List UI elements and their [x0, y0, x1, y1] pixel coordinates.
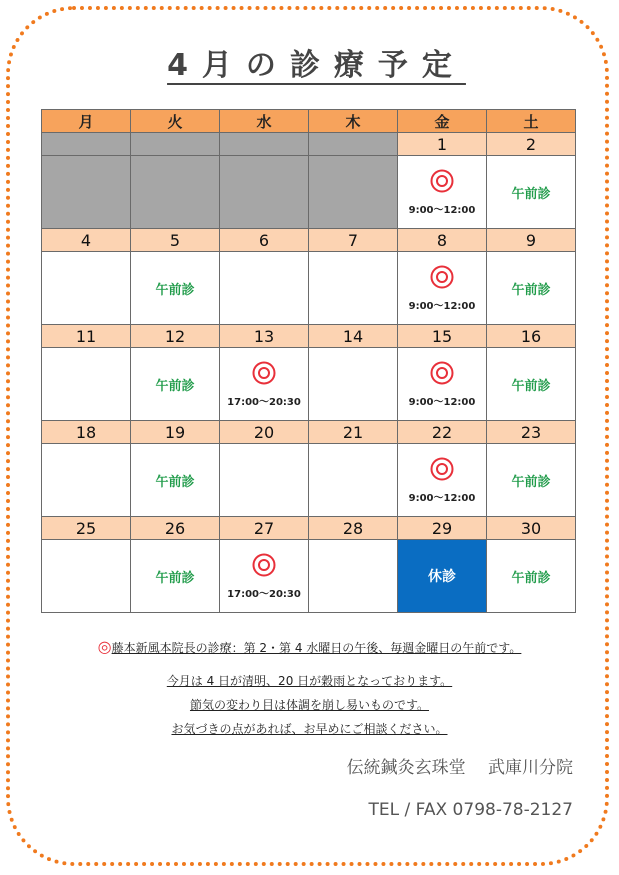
day-cell [487, 540, 576, 613]
double-circle-icon [252, 553, 276, 577]
date-number: 12 [131, 325, 220, 348]
note-line-1-text: 今月は 4 日が清明、20 日が穀雨となっております。 [166, 674, 453, 688]
day-cell [220, 156, 309, 229]
date-number: 4 [42, 229, 131, 252]
date-row [42, 133, 576, 156]
date-row [42, 421, 576, 444]
day-cell [220, 348, 309, 421]
morning-label: 午前診 [155, 570, 195, 586]
day-cell [309, 540, 398, 613]
day-cell [398, 540, 487, 613]
date-number [42, 133, 131, 156]
double-circle-icon [430, 265, 454, 289]
day-cell [309, 252, 398, 325]
day-cell [220, 252, 309, 325]
day-cell [131, 444, 220, 517]
schedule-row [42, 252, 576, 325]
closed-label: 休診 [428, 569, 456, 585]
schedule-row [42, 444, 576, 517]
clinic-contact: TEL / FAX 0798-78-2127 [368, 800, 573, 820]
date-number: 5 [131, 229, 220, 252]
morning-label: 午前診 [511, 186, 551, 202]
morning-label: 午前診 [511, 474, 551, 490]
day-cell [42, 444, 131, 517]
special-hours: 9:00～12:00 [408, 396, 476, 408]
date-number: 6 [220, 229, 309, 252]
weekday-tue: 火 [131, 110, 220, 133]
day-cell [220, 444, 309, 517]
page-title: 4月の診療予定 [167, 48, 466, 83]
day-cell [42, 540, 131, 613]
day-cell [42, 252, 131, 325]
day-cell [309, 156, 398, 229]
date-number: 20 [220, 421, 309, 444]
double-circle-icon [430, 169, 454, 193]
day-cell [398, 348, 487, 421]
day-cell [309, 444, 398, 517]
weekday-thu: 木 [309, 110, 398, 133]
special-hours: 9:00～12:00 [408, 300, 476, 312]
note-line-3 [0, 720, 619, 737]
date-number: 26 [131, 517, 220, 540]
morning-label: 午前診 [511, 282, 551, 298]
weekday-sat: 土 [487, 110, 576, 133]
date-number: 2 [487, 133, 576, 156]
weekday-fri: 金 [398, 110, 487, 133]
date-number: 25 [42, 517, 131, 540]
note-line-3-text: お気づきの点があれば、お早めにご相談ください。 [171, 722, 448, 736]
day-cell [398, 444, 487, 517]
special-hours: 17:00～20:30 [227, 588, 301, 600]
day-cell [487, 444, 576, 517]
date-number: 29 [398, 517, 487, 540]
date-number: 23 [487, 421, 576, 444]
morning-label: 午前診 [155, 378, 195, 394]
director-note [0, 637, 619, 656]
date-number: 7 [309, 229, 398, 252]
date-number [309, 133, 398, 156]
day-cell [487, 252, 576, 325]
day-cell [131, 252, 220, 325]
day-cell [220, 540, 309, 613]
double-circle-icon [430, 457, 454, 481]
note-line-2 [0, 696, 619, 713]
schedule-calendar [41, 109, 576, 613]
date-number: 1 [398, 133, 487, 156]
note-line-2-text: 節気の変わり目は体調を崩し易いものです。 [189, 698, 430, 712]
schedule-row [42, 156, 576, 229]
date-number: 22 [398, 421, 487, 444]
weekday-wed: 水 [220, 110, 309, 133]
day-cell [309, 348, 398, 421]
morning-label: 午前診 [511, 570, 551, 586]
clinic-name: 伝統鍼灸玄珠堂 武庫川分院 [346, 758, 573, 778]
date-number: 15 [398, 325, 487, 348]
date-number: 9 [487, 229, 576, 252]
special-mark-icon: ◎ [97, 637, 112, 656]
day-cell [131, 348, 220, 421]
date-number: 21 [309, 421, 398, 444]
double-circle-icon [430, 361, 454, 385]
date-row [42, 229, 576, 252]
day-cell [42, 156, 131, 229]
weekday-header-row [42, 110, 576, 133]
day-cell [131, 540, 220, 613]
weekday-mon: 月 [42, 110, 131, 133]
date-number: 13 [220, 325, 309, 348]
special-hours: 17:00～20:30 [227, 396, 301, 408]
day-cell [131, 156, 220, 229]
date-row [42, 517, 576, 540]
date-number [220, 133, 309, 156]
day-cell [487, 348, 576, 421]
date-number: 28 [309, 517, 398, 540]
date-number: 14 [309, 325, 398, 348]
morning-label: 午前診 [155, 474, 195, 490]
note-line-1 [0, 672, 619, 689]
date-number: 16 [487, 325, 576, 348]
morning-label: 午前診 [155, 282, 195, 298]
day-cell [398, 252, 487, 325]
date-number: 8 [398, 229, 487, 252]
date-row [42, 325, 576, 348]
date-number: 18 [42, 421, 131, 444]
schedule-row [42, 540, 576, 613]
schedule-row [42, 348, 576, 421]
day-cell [398, 156, 487, 229]
day-cell [42, 348, 131, 421]
date-number: 11 [42, 325, 131, 348]
morning-label: 午前診 [511, 378, 551, 394]
double-circle-icon [252, 361, 276, 385]
special-hours: 9:00～12:00 [408, 204, 476, 216]
date-number: 27 [220, 517, 309, 540]
special-hours: 9:00～12:00 [408, 492, 476, 504]
date-number [131, 133, 220, 156]
director-note-text: 藤本新風本院長の診療：第 2・第 4 水曜日の午後、毎週金曜日の午前です。 [111, 641, 522, 655]
date-number: 30 [487, 517, 576, 540]
date-number: 19 [131, 421, 220, 444]
day-cell [487, 156, 576, 229]
